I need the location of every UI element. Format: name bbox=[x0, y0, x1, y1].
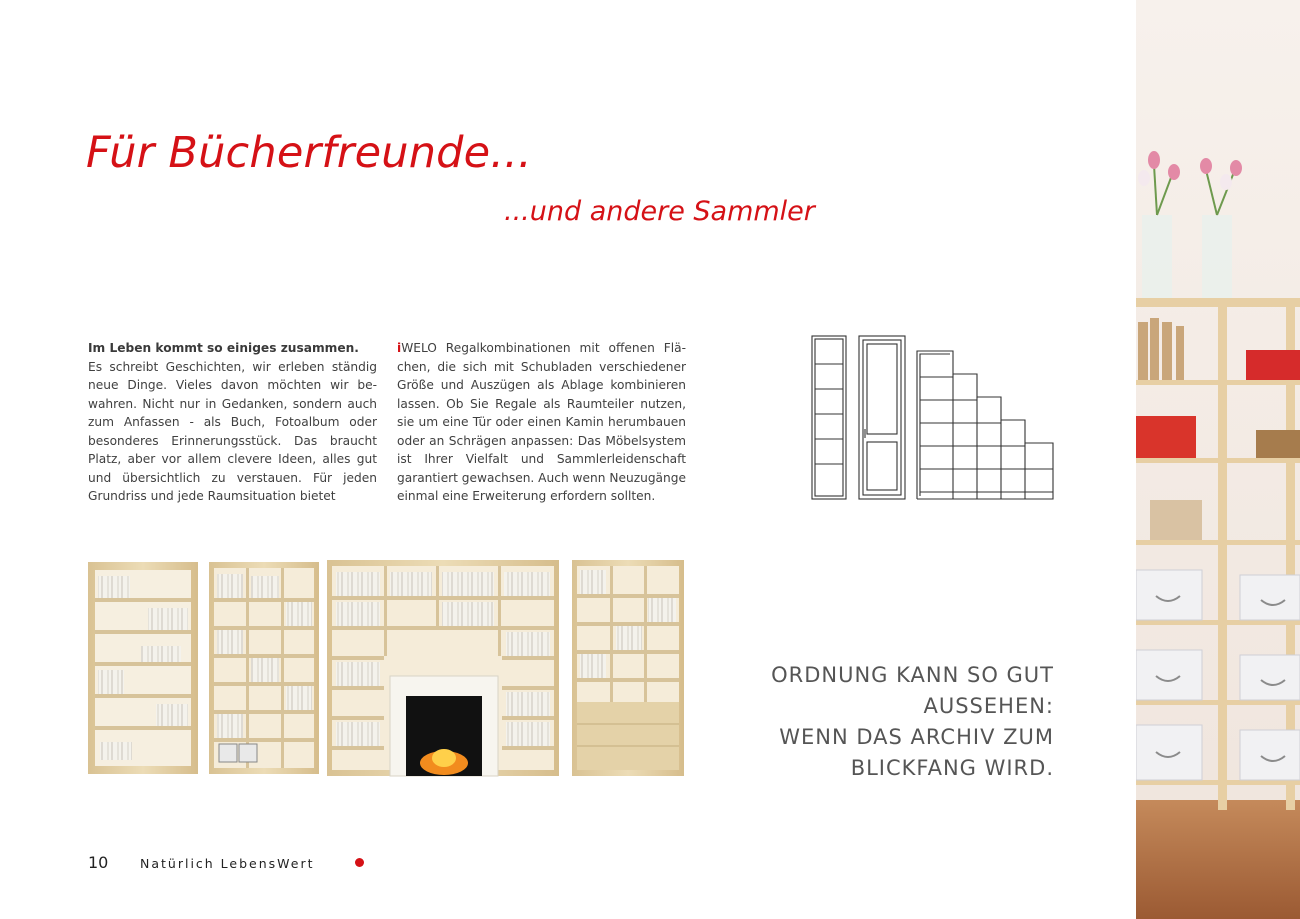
page-number: 10 bbox=[88, 853, 109, 872]
footer-tagline: Natürlich LebensWert bbox=[140, 856, 315, 871]
page-subtitle: ...und andere Sammler bbox=[504, 196, 815, 227]
lead-sentence: Im Leben kommt so einiges zusammen. bbox=[88, 341, 359, 355]
open-shelf-image bbox=[88, 562, 198, 774]
slogan-line: WENN DAS ARCHIV ZUM bbox=[779, 725, 1054, 749]
slogan-line: ORDNUNG KANN SO GUT bbox=[771, 663, 1054, 687]
text-column-right bbox=[397, 339, 686, 506]
slogan-line: AUSSEHEN: bbox=[923, 694, 1054, 718]
slogan-line: BLICKFANG WIRD. bbox=[850, 756, 1054, 780]
slogan bbox=[700, 660, 1054, 784]
body-text-right: WELO Regalkombinationen mit offenen Flächen, die sich mit Schubladen verschiedener Größe und Auszügen als Ablage kombinieren lassen. Ob Sie Regale als Raumteiler nutzen, sie um eine Tür oder einen Kamin herumbauen oder an Schrägen anpassen: Das Möbelsystem ist Ihrer Vielfalt und Sammlerleidenschaft garantiert gewachsen. Auch wenn Neuzugänge einmal eine Erweiterung erfordern sollten. bbox=[397, 341, 686, 503]
fireplace-shelf-image bbox=[327, 560, 559, 776]
shelf-product-images bbox=[86, 558, 686, 780]
red-dot-icon bbox=[355, 858, 364, 867]
body-text-left: Es schreibt Geschichten, wir erleben ständig neue Dinge. Vieles davon möchten wir bewahren. Nicht nur in Gedanken, sondern auch zum Anfassen - als Buch, Fotoalbum oder besonderes Erinnerungsstück. Das braucht Platz, aber vor allem clevere Ideen, alles gut und übersichtlich zu verstauen. Für jeden Grundriss und jede Raumsituation bietet bbox=[88, 359, 377, 503]
text-column-left bbox=[88, 339, 377, 506]
brand-prefix: i bbox=[397, 341, 402, 355]
page-title: Für Bücherfreunde... bbox=[86, 128, 532, 178]
cube-shelf-image bbox=[572, 560, 684, 776]
room-photo bbox=[1136, 0, 1300, 919]
drawer-shelf-image bbox=[209, 562, 319, 774]
shelf-line-drawing bbox=[810, 334, 1060, 504]
